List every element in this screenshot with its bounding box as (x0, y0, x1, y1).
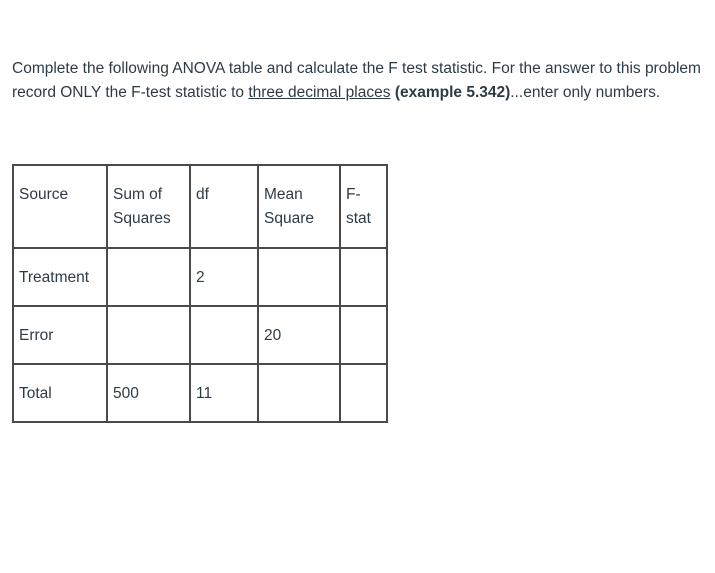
header-ms-line2: Square (264, 210, 314, 227)
header-df-label: df (196, 186, 209, 203)
question-part1: Complete the following ANOVA table and calculate the F test statistic. For the answer to this problem record ONLY the F-test statistic to (12, 60, 701, 101)
header-ss-line2: Squares (113, 210, 171, 227)
cell-source: Total (13, 364, 107, 422)
header-df (190, 165, 258, 248)
cell-ss (107, 248, 190, 306)
cell-f (340, 248, 387, 306)
cell-df (190, 306, 258, 364)
table-row-total (13, 364, 387, 422)
header-f-line1: F- (346, 186, 361, 203)
header-ms-line1: Mean (264, 186, 303, 203)
question-bold-example: (example 5.342) (394, 84, 511, 101)
cell-ss: 500 (107, 364, 190, 422)
question-text (12, 57, 702, 105)
cell-source: Treatment (13, 248, 107, 306)
header-ss-line1: Sum of (113, 186, 163, 203)
header-mean-square (258, 165, 340, 248)
header-source-label: Source (19, 186, 69, 203)
question-part3: ...enter only numbers. (510, 84, 661, 101)
header-f-stat (340, 165, 387, 248)
anova-table (12, 164, 388, 423)
cell-f (340, 364, 387, 422)
cell-f (340, 306, 387, 364)
cell-ms (258, 364, 340, 422)
cell-df: 2 (190, 248, 258, 306)
cell-ss (107, 306, 190, 364)
cell-source: Error (13, 306, 107, 364)
cell-df: 11 (190, 364, 258, 422)
table-row-error (13, 306, 387, 364)
header-source (13, 165, 107, 248)
cell-ms (258, 248, 340, 306)
header-sum-of-squares (107, 165, 190, 248)
table-header-row (13, 165, 387, 248)
table-row-treatment (13, 248, 387, 306)
question-underlined: three decimal places (248, 84, 391, 101)
header-f-line2: stat (346, 210, 371, 227)
cell-ms: 20 (258, 306, 340, 364)
